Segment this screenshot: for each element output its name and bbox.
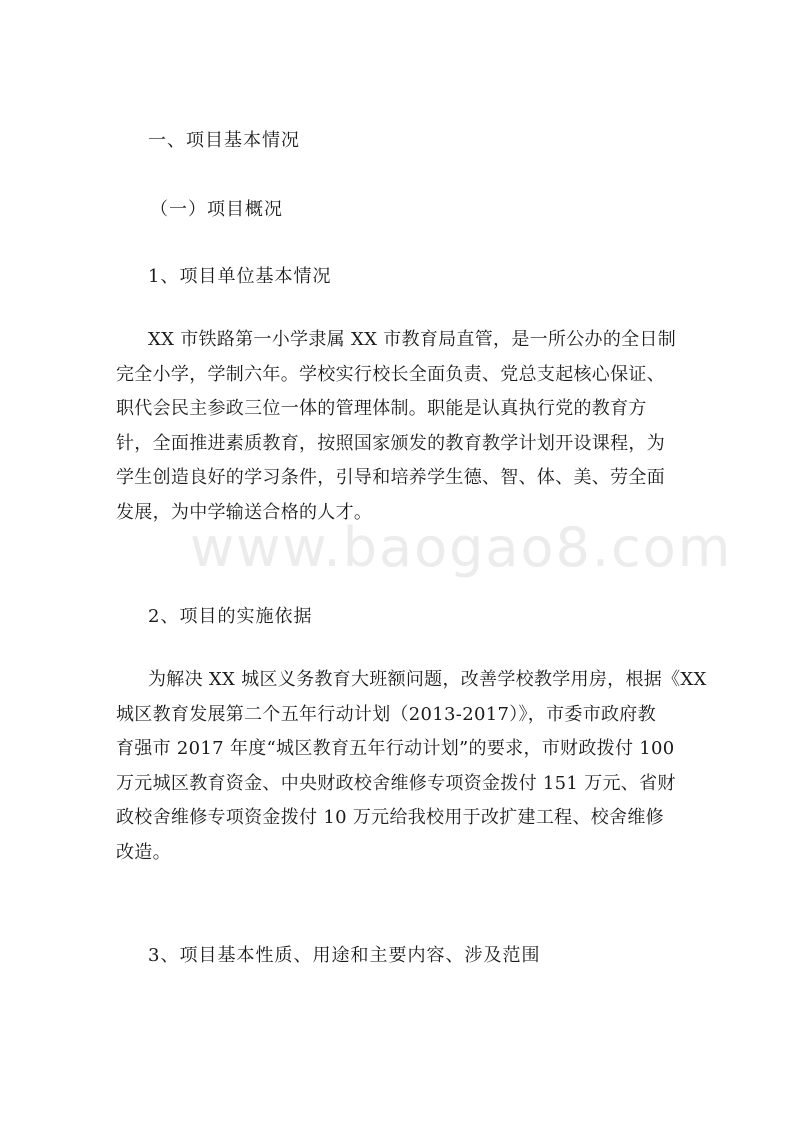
subsection-heading: （一）项目概况 <box>150 199 283 220</box>
paragraph-line: 针，全面推进素质教育，按照国家颁发的教育教学计划开设课程，为 <box>116 432 665 454</box>
watermark: www.baogao8.com <box>190 516 733 579</box>
paragraph-line: 完全小学，学制六年。学校实行校长全面负责、党总支起核心保证、 <box>116 363 665 385</box>
item-heading-2: 2、项目的实施依据 <box>148 606 313 627</box>
item-heading-1: 1、项目单位基本情况 <box>148 266 332 287</box>
paragraph-line: 学生创造良好的学习条件，引导和培养学生德、智、体、美、劳全面 <box>116 467 665 488</box>
paragraph-implementation-basis <box>116 663 707 870</box>
paragraph-line: XX 市铁路第一小学隶属 XX 市教育局直管，是一所公办的全日制 <box>148 329 677 350</box>
paragraph-line: 为解决 XX 城区义务教育大班额问题，改善学校教学用房，根据《XX <box>148 669 707 690</box>
item-heading-3: 3、项目基本性质、用途和主要内容、涉及范围 <box>148 945 541 966</box>
paragraph-line: 政校舍维修专项资金拨付 10 万元给我校用于改扩建工程、校舍维修 <box>116 807 664 828</box>
section-heading: 一、项目基本情况 <box>148 130 300 151</box>
paragraph-line: 改造。 <box>116 841 171 863</box>
paragraph-line: 发展，为中学输送合格的人才。 <box>116 501 373 523</box>
paragraph-line: 万元城区教育资金、中央财政校舍维修专项资金拨付 151 万元、省财 <box>116 772 676 794</box>
paragraph-line: 城区教育发展第二个五年行动计划（2013-2017）》，市委市政府教 <box>116 703 656 725</box>
paragraph-line: 职代会民主参政三位一体的管理体制。职能是认真执行党的教育方 <box>116 398 647 419</box>
paragraph-line: 育强市 2017 年度“城区教育五年行动计划”的要求，市财政拨付 100 <box>116 738 675 759</box>
paragraph-unit-info <box>116 323 688 530</box>
